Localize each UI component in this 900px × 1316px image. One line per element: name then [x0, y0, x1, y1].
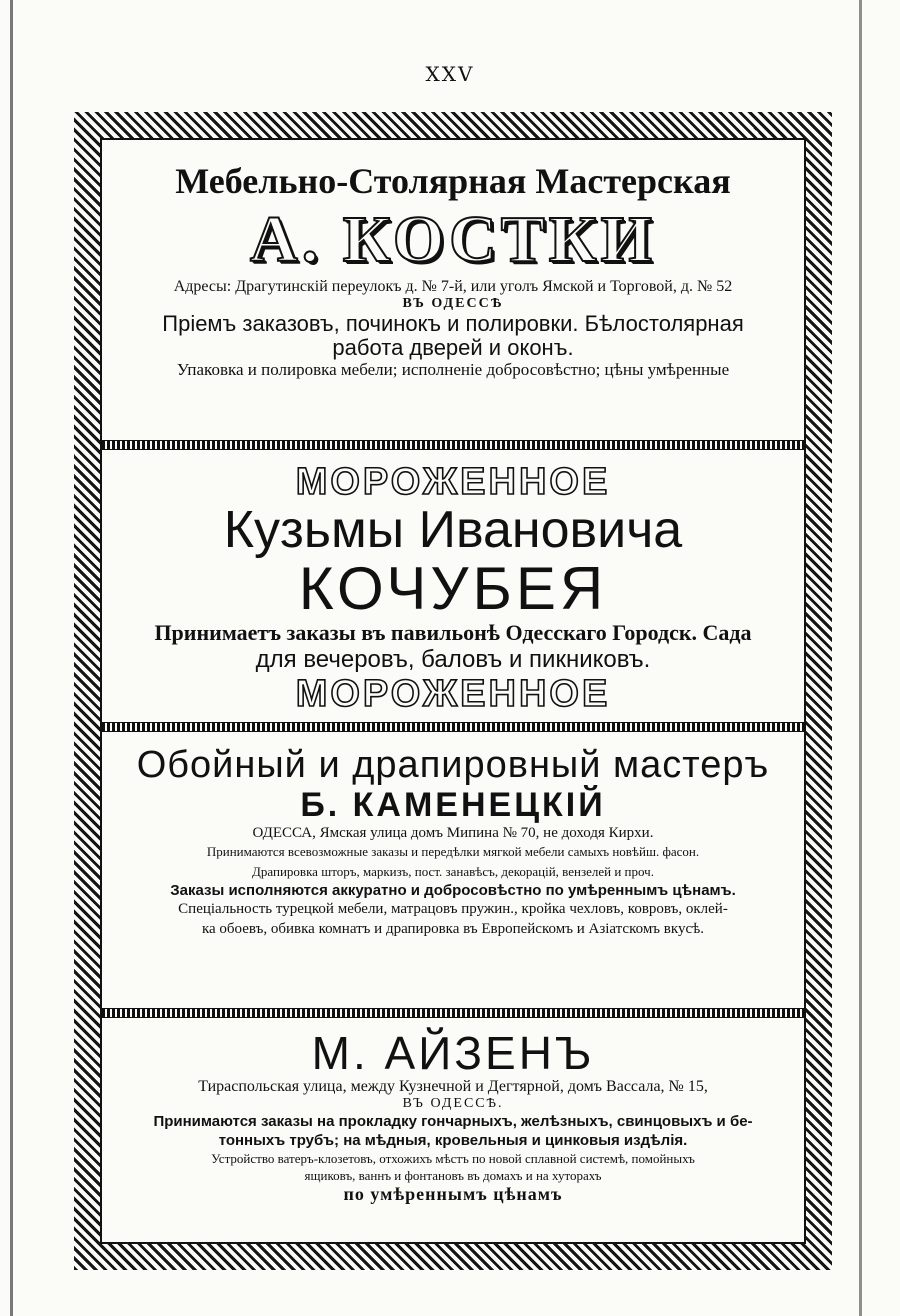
ad-aizen-price: по умѣреннымъ цѣнамъ — [343, 1184, 563, 1204]
ad-kochubey-name: КОЧУБЕЯ — [298, 555, 608, 622]
ad-kostki-line1: Пріемъ заказовъ, починокъ и полировки. Бѣлостолярная — [162, 311, 744, 336]
ad-kamenetsky — [102, 744, 804, 1004]
ad-aizen-city: ВЪ ОДЕССѢ. — [402, 1096, 504, 1111]
ornamental-border — [74, 112, 832, 1270]
ad-kamenetsky-title: Обойный и драпировный мастеръ — [136, 744, 770, 786]
ad-aizen — [102, 1028, 804, 1228]
ad-kochubey-line1: Кузьмы Ивановича — [223, 501, 683, 559]
ad-aizen-name: М. АЙЗЕНЪ — [311, 1027, 595, 1079]
advertisement-panel — [100, 138, 806, 1244]
ad-kamenetsky-spec2: ка обоевъ, обивка комнатъ и драпировка въ Европейскомъ и Азіатскомъ вкусѣ. — [201, 921, 705, 937]
page-edge-left — [10, 0, 13, 1316]
ad-kochubey — [102, 462, 804, 722]
section-divider — [102, 1008, 804, 1018]
ad-aizen-small2: ящиковъ, ваннъ и фонтановъ въ домахъ и на хуторахъ — [304, 1168, 602, 1183]
ad-aizen-bold1: Принимаются заказы на прокладку гончарныхъ, желѣзныхъ, свинцовыхъ и бе- — [153, 1113, 753, 1130]
section-divider — [102, 440, 804, 450]
ad-aizen-bold2: тонныхъ трубъ; на мѣдныя, кровельныя и цинковыя издѣлія. — [218, 1132, 688, 1149]
ad-kamenetsky-line1: Принимаются всевозможные заказы и передѣлки мягкой мебели самыхъ новѣйш. фасон. — [206, 844, 700, 859]
ad-aizen-small1: Устройство ватеръ-клозетовъ, отхожихъ мѣстъ по новой сплавной системѣ, помойныхъ — [211, 1151, 695, 1166]
ad-kostki-address: Адресы: Драгутинскій переулокъ д. № 7-й, или уголъ Ямской и Торговой, д. № 52 — [173, 278, 733, 295]
ad-kochubey-line3: для вечеровъ, баловъ и пикниковъ. — [255, 646, 651, 673]
page-number: XXV — [425, 62, 475, 86]
ad-kamenetsky-spec1: Спеціальность турецкой мебели, матрацовъ пружин., кройка чехловъ, ковровъ, оклей- — [178, 901, 728, 917]
ad-kostki-city: ВЪ ОДЕССѢ — [402, 296, 504, 311]
ad-kostki-line2: работа дверей и оконъ. — [332, 335, 574, 360]
ad-kostki-note: Упаковка и полировка мебели; исполненіе добросовѣстно; цѣны умѣренные — [176, 360, 730, 379]
ad-kamenetsky-bold-line: Заказы исполняются аккуратно и добросовѣстно по умѣреннымъ цѣнамъ. — [170, 882, 736, 899]
ad-kamenetsky-name: Б. КАМЕНЕЦКІЙ — [300, 786, 606, 824]
ad-kochubey-line2: Принимаетъ заказы въ павильонѣ Одесскаго Городск. Сада — [154, 620, 752, 645]
page-edge-right — [859, 0, 862, 1316]
ad-kostki-name: А. КОСТКИ — [250, 203, 656, 276]
ad-aizen-address: Тираспольская улица, между Кузнечной и Дегтярной, домъ Вассала, № 15, — [198, 1078, 708, 1095]
ad-kamenetsky-address: ОДЕССА, Ямская улица домъ Мипина № 70, не доходя Кирхи. — [252, 825, 654, 841]
ad-kostki — [102, 160, 804, 450]
ad-kamenetsky-line2: Драпировка шторъ, маркизъ, пост. занавѣсъ, декорацій, вензелей и проч. — [252, 864, 654, 879]
ad-kochubey-heading-bottom: МОРОЖЕННОЕ — [295, 673, 611, 715]
section-divider — [102, 722, 804, 732]
ad-kochubey-heading-top: МОРОЖЕННОЕ — [295, 461, 611, 503]
ad-kostki-title: Мебельно-Столярная Мастерская — [175, 161, 731, 201]
